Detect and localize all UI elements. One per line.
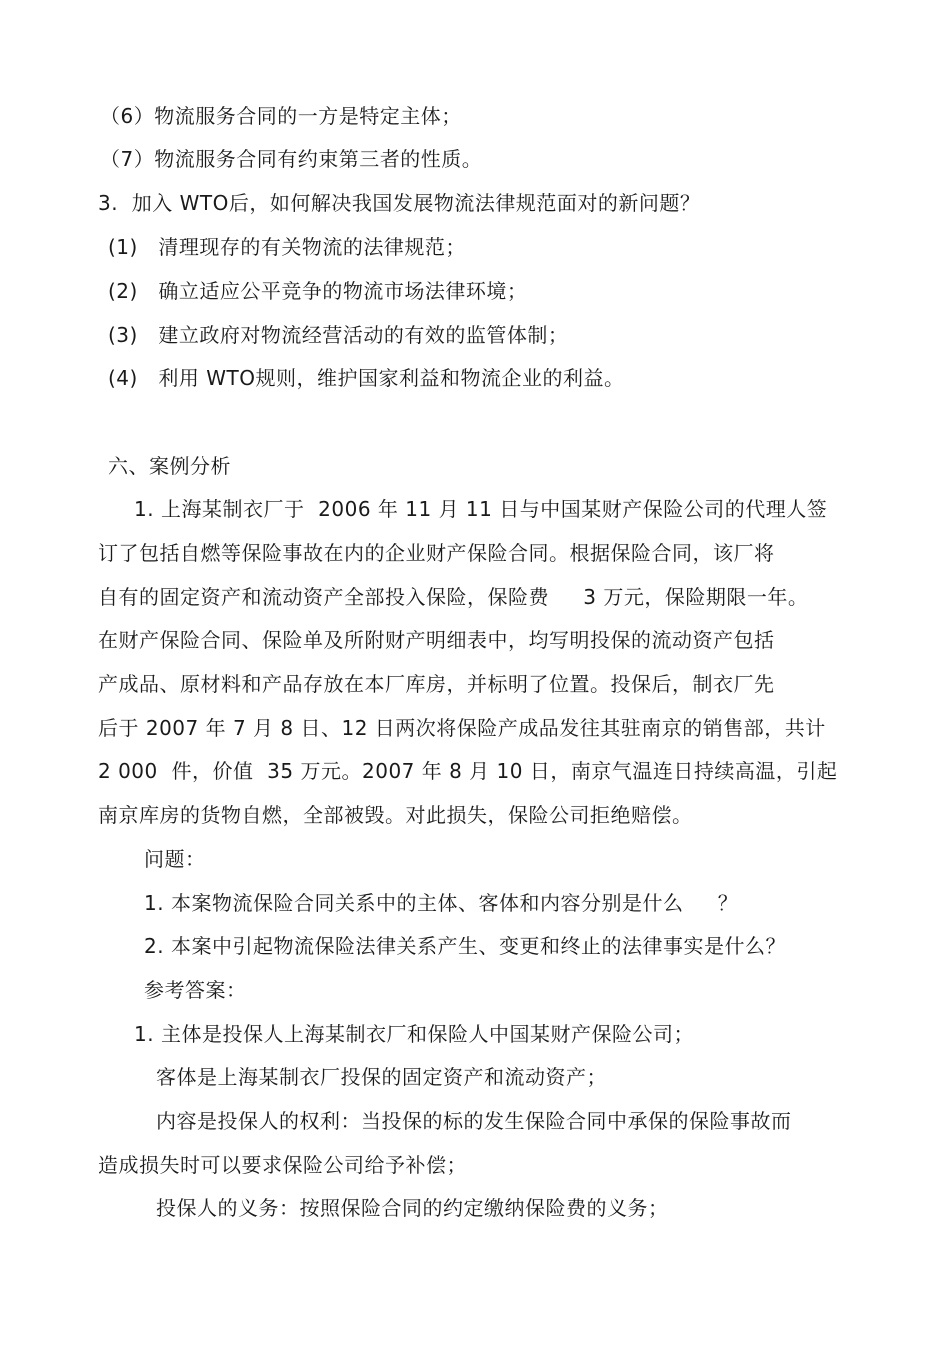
question-2: 2. 本案中引起物流保险法律关系产生、变更和终止的法律事实是什么？ <box>144 934 786 958</box>
case-paragraph-line: 自有的固定资产和流动资产全部投入保险，保险费 3 万元，保险期限一年。 <box>98 585 809 609</box>
answer-item-4: (4) 利用 WTO规则，维护国家利益和物流企业的利益。 <box>108 366 625 390</box>
question-3: 3. 加入 WTO后，如何解决我国发展物流法律规范面对的新问题？ <box>98 191 701 215</box>
section-heading: 六、案例分析 <box>108 454 231 478</box>
answer-item-3: (3) 建立政府对物流经营活动的有效的监管体制； <box>108 323 569 347</box>
answer-line: 投保人的义务：按照保险合同的约定缴纳保险费的义务； <box>156 1196 669 1220</box>
case-paragraph-line: 在财产保险合同、保险单及所附财产明细表中，均写明投保的流动资产包括 <box>98 628 775 652</box>
list-item-7: （7）物流服务合同有约束第三者的性质。 <box>100 147 483 171</box>
case-paragraph-line: 1. 上海某制衣厂于 2006 年 11 月 11 日与中国某财产保险公司的代理人签 <box>134 497 828 521</box>
answer-line: 客体是上海某制衣厂投保的固定资产和流动资产； <box>156 1065 607 1089</box>
answer-item-1: (1) 清理现存的有关物流的法律规范； <box>108 235 466 259</box>
list-item-6: （6）物流服务合同的一方是特定主体； <box>100 104 462 128</box>
case-paragraph-line: 2 000 件，价值 35 万元。2007 年 8 月 10 日，南京气温连日持续高温，引起 <box>98 759 838 783</box>
answer-line: 内容是投保人的权利：当投保的标的发生保险合同中承保的保险事故而 <box>156 1109 792 1133</box>
reference-answer-heading: 参考答案： <box>144 978 247 1002</box>
case-paragraph-line: 南京库房的货物自燃，全部被毁。对此损失，保险公司拒绝赔偿。 <box>98 803 693 827</box>
answer-line: 1. 主体是投保人上海某制衣厂和保险人中国某财产保险公司； <box>134 1022 694 1046</box>
answer-line: 造成损失时可以要求保险公司给予补偿； <box>98 1153 467 1177</box>
answer-item-2: (2) 确立适应公平竞争的物流市场法律环境； <box>108 279 528 303</box>
case-paragraph-line: 订了包括自燃等保险事故在内的企业财产保险合同。根据保险合同，该厂将 <box>98 541 775 565</box>
question-heading: 问题： <box>144 847 206 871</box>
case-paragraph-line: 产成品、原材料和产品存放在本厂库房，并标明了位置。投保后，制衣厂先 <box>98 672 775 696</box>
case-paragraph-line: 后于 2007 年 7 月 8 日、12 日两次将保险产成品发往其驻南京的销售部，共计 <box>98 716 826 740</box>
question-1: 1. 本案物流保险合同关系中的主体、客体和内容分别是什么 ？ <box>144 891 739 915</box>
